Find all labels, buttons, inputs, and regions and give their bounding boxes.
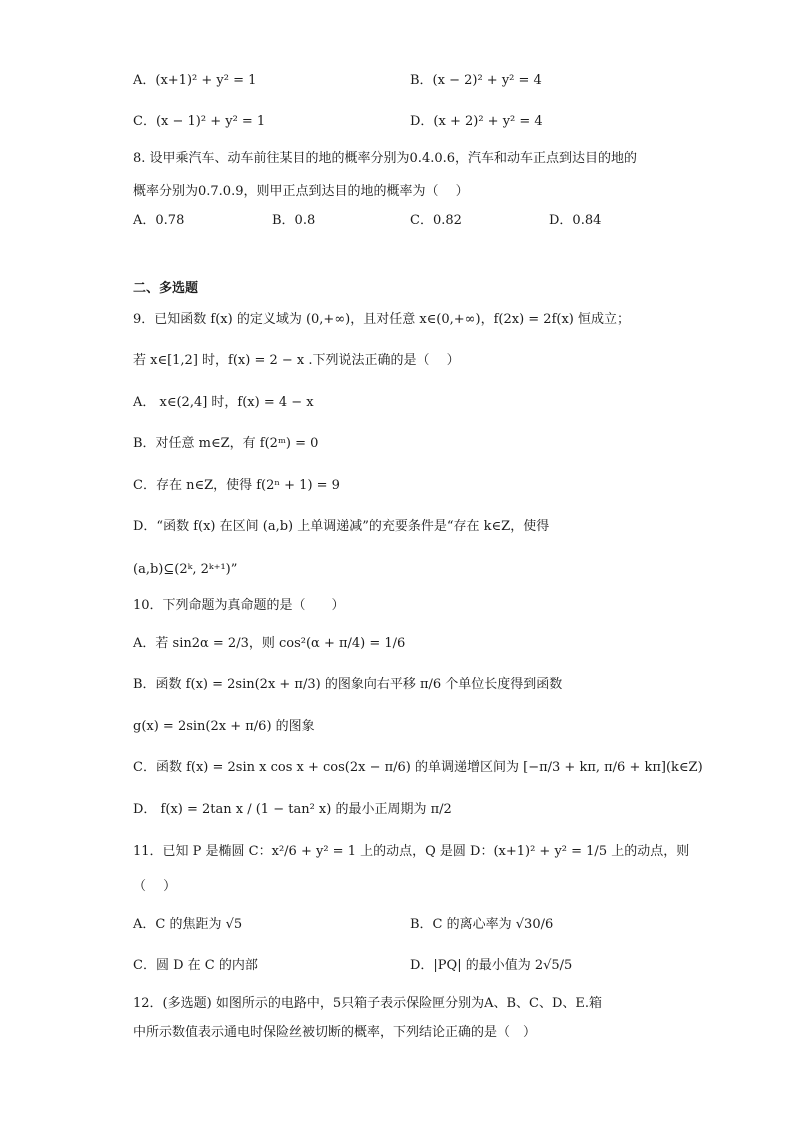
q8-stem-line2: 概率分别为0.7.0.9，则甲正点到达目的地的概率为（ ） [133, 184, 469, 199]
q11-stem-line2: （ ） [133, 879, 177, 894]
q12-stem-line1: 12．(多选题) 如图所示的电路中，5只箱子表示保险匣分别为A、B、C、D、E.箱 [133, 996, 603, 1011]
q11-stem-line1: 11．已知 P 是椭圆 C：x²/6 + y² = 1 上的动点，Q 是圆 D：(x+1)² + y² = 1/5 上的动点，则 [133, 844, 690, 859]
q10-option-b-line1: B．函数 f(x) = 2sin(2x + π/3) 的图象向右平移 π/6 个单位长度得到函数 [133, 677, 563, 692]
q8-option-a: A．0.78 [133, 213, 185, 228]
q7-option-d: D．(x + 2)² + y² = 4 [410, 114, 543, 129]
q7-option-b: B．(x − 2)² + y² = 4 [410, 73, 542, 88]
q10-option-d: D． f(x) = 2tan x / (1 − tan² x) 的最小正周期为 π/2 [133, 802, 452, 817]
section-title: 二、多选题 [133, 281, 199, 296]
q9-option-b: B．对任意 m∈Z，有 f(2ᵐ) = 0 [133, 436, 319, 451]
q8-stem-line1: 8. 设甲乘汽车、动车前往某目的地的概率分别为0.4.0.6，汽车和动车正点到达目的地的 [133, 151, 638, 166]
q7-option-a: A．(x+1)² + y² = 1 [133, 73, 257, 88]
q10-option-b-line2: g(x) = 2sin(2x + π/6) 的图象 [133, 719, 315, 734]
q8-option-d: D．0.84 [549, 213, 602, 228]
q9-stem-line1: 9．已知函数 f(x) 的定义域为 (0,+∞)，且对任意 x∈(0,+∞)，f(2x) = 2f(x) 恒成立； [133, 312, 630, 327]
q9-stem-line2: 若 x∈[1,2] 时，f(x) = 2 − x .下列说法正确的是（ ） [133, 353, 460, 368]
q11-option-a: A．C 的焦距为 √5 [133, 917, 243, 932]
q11-option-d: D．|PQ| 的最小值为 2√5/5 [410, 958, 573, 973]
q8-option-c: C．0.82 [410, 213, 462, 228]
q9-option-c: C．存在 n∈Z，使得 f(2ⁿ + 1) = 9 [133, 478, 340, 493]
q7-option-c: C．(x − 1)² + y² = 1 [133, 114, 266, 129]
q9-option-d-line1: D．“函数 f(x) 在区间 (a,b) 上单调递减”的充要条件是“存在 k∈Z，使得 [133, 519, 550, 534]
q9-option-d-line2: (a,b)⊆(2ᵏ, 2ᵏ⁺¹)” [133, 562, 238, 577]
q11-option-b: B．C 的离心率为 √30/6 [410, 917, 554, 932]
q12-stem-line2: 中所示数值表示通电时保险丝被切断的概率，下列结论正确的是（ ） [133, 1025, 537, 1040]
q8-option-b: B．0.8 [272, 213, 316, 228]
q11-option-c: C．圆 D 在 C 的内部 [133, 958, 258, 973]
q10-option-c: C．函数 f(x) = 2sin x cos x + cos(2x − π/6) 的单调递增区间为 [−π/3 + kπ, π/6 + kπ](k∈Z) [133, 760, 703, 775]
q9-option-a: A． x∈(2,4] 时，f(x) = 4 − x [133, 395, 314, 410]
q10-stem: 10．下列命题为真命题的是（ ） [133, 598, 345, 613]
q10-option-a: A．若 sin2α = 2/3，则 cos²(α + π/4) = 1/6 [133, 636, 406, 651]
